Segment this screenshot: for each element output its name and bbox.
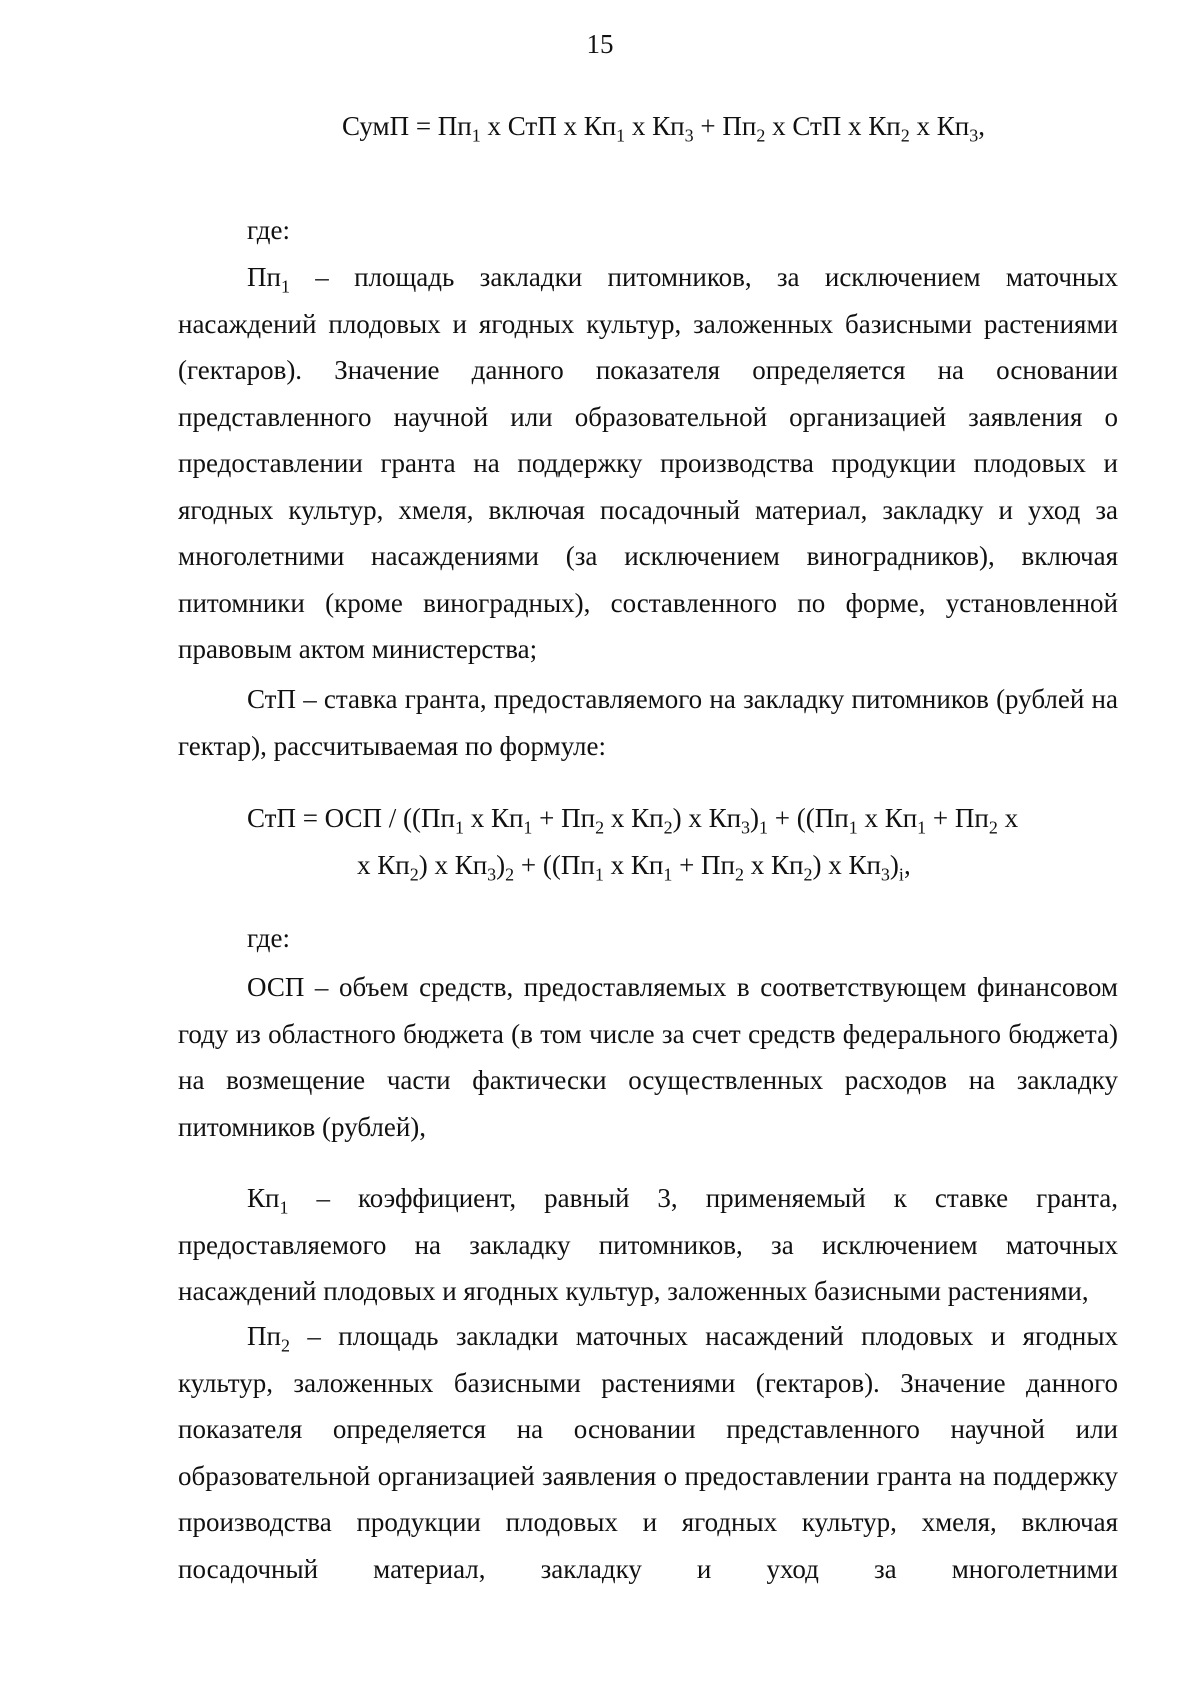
formula-sum-grant xyxy=(342,108,985,144)
definition-kp1 xyxy=(178,1175,1118,1315)
formula-subscript: 3 xyxy=(969,125,979,146)
where-label: где: xyxy=(247,923,290,953)
formula-text: , xyxy=(978,111,985,141)
formula-text: х Кп xyxy=(909,111,970,141)
formula-subscript: 2 xyxy=(756,125,766,146)
term: Пп xyxy=(247,1321,281,1351)
definition-text: СтП – ставка гранта, предоставляемого на закладку питомников (рублей на гектар), рассчитываемая по формуле: xyxy=(178,684,1118,761)
term-subscript: 1 xyxy=(279,1197,289,1218)
definition-pp1 xyxy=(178,254,1118,673)
where-label: где: xyxy=(247,215,290,245)
definition-text: ОСП – объем средств, предоставляемых в соответствующем финансовом году из областного бюджета (в том числе за счет средств федерального бюджета) на возмещение части фактически осуществленных расходов на закладку питомников (рублей), xyxy=(178,972,1118,1142)
definition-pp2 xyxy=(178,1313,1118,1592)
definition-osp xyxy=(178,964,1118,1150)
formula-stp-line-1: СтП = ОСП / (($Пп_1$ х $Кп_1 + Пп_2$ х $Кп_2$) х $Кп_3)_1 + ((Пп_1$ х $Кп_1 + Пп_2$ х xyxy=(247,803,1019,838)
formula-subscript: 3 xyxy=(684,125,694,146)
definition-text: – площадь закладки питомников, за исключением маточных насаждений плодовых и ягодных культур, заложенных базисными растениями (гектаров). Значение данного показателя определяется на основании представленного научной или образовательной организацией заявления о предоставлении гранта на поддержку производства продукции плодовых и ягодных культур, хмеля, включая посадочный материал, закладку и уход за многолетними насаждениями (за исключением виноградников), включая питомники (кроме виноградных), составленного по форме, установленной правовым актом министерства; xyxy=(178,262,1118,664)
term: Пп xyxy=(247,262,281,292)
formula-stp-line-2: х $Кп_2$) х $Кп_3)_2 + ((Пп_1$ х $Кп_1 + Пп_2$ х $Кп_2$) х $Кп_3)_i$, xyxy=(357,850,911,885)
formula-text: + Пп xyxy=(693,111,757,141)
term-subscript: 2 xyxy=(280,1335,290,1356)
formula-subscript: 1 xyxy=(616,125,626,146)
definition-stp xyxy=(178,676,1118,769)
formula-subscript: 2 xyxy=(900,125,910,146)
formula-subscript: 1 xyxy=(471,125,481,146)
formula-text: х СтП х Кп xyxy=(765,111,901,141)
definition-text: – площадь закладки маточных насаждений плодовых и ягодных культур, заложенных базисными растениями (гектаров). Значение данного показателя определяется на основании представленного научной или образовательной организацией заявления о предоставлении гранта на поддержку производства продукции плодовых и ягодных культур, хмеля, включая посадочный материал, закладку и уход за многолетними xyxy=(178,1321,1118,1584)
definition-text: – коэффициент, равный 3, применяемый к ставке гранта, предоставляемого на закладку питомников, за исключением маточных насаждений плодовых и ягодных культур, заложенных базисными растениями, xyxy=(178,1183,1118,1306)
term-subscript: 1 xyxy=(280,276,290,297)
term: Кп xyxy=(247,1183,280,1213)
formula-text: х Кп xyxy=(625,111,685,141)
formula-text: СумП = Пп xyxy=(342,111,472,141)
page-number: 15 xyxy=(586,29,614,59)
formula-text: х СтП х Кп xyxy=(480,111,617,141)
